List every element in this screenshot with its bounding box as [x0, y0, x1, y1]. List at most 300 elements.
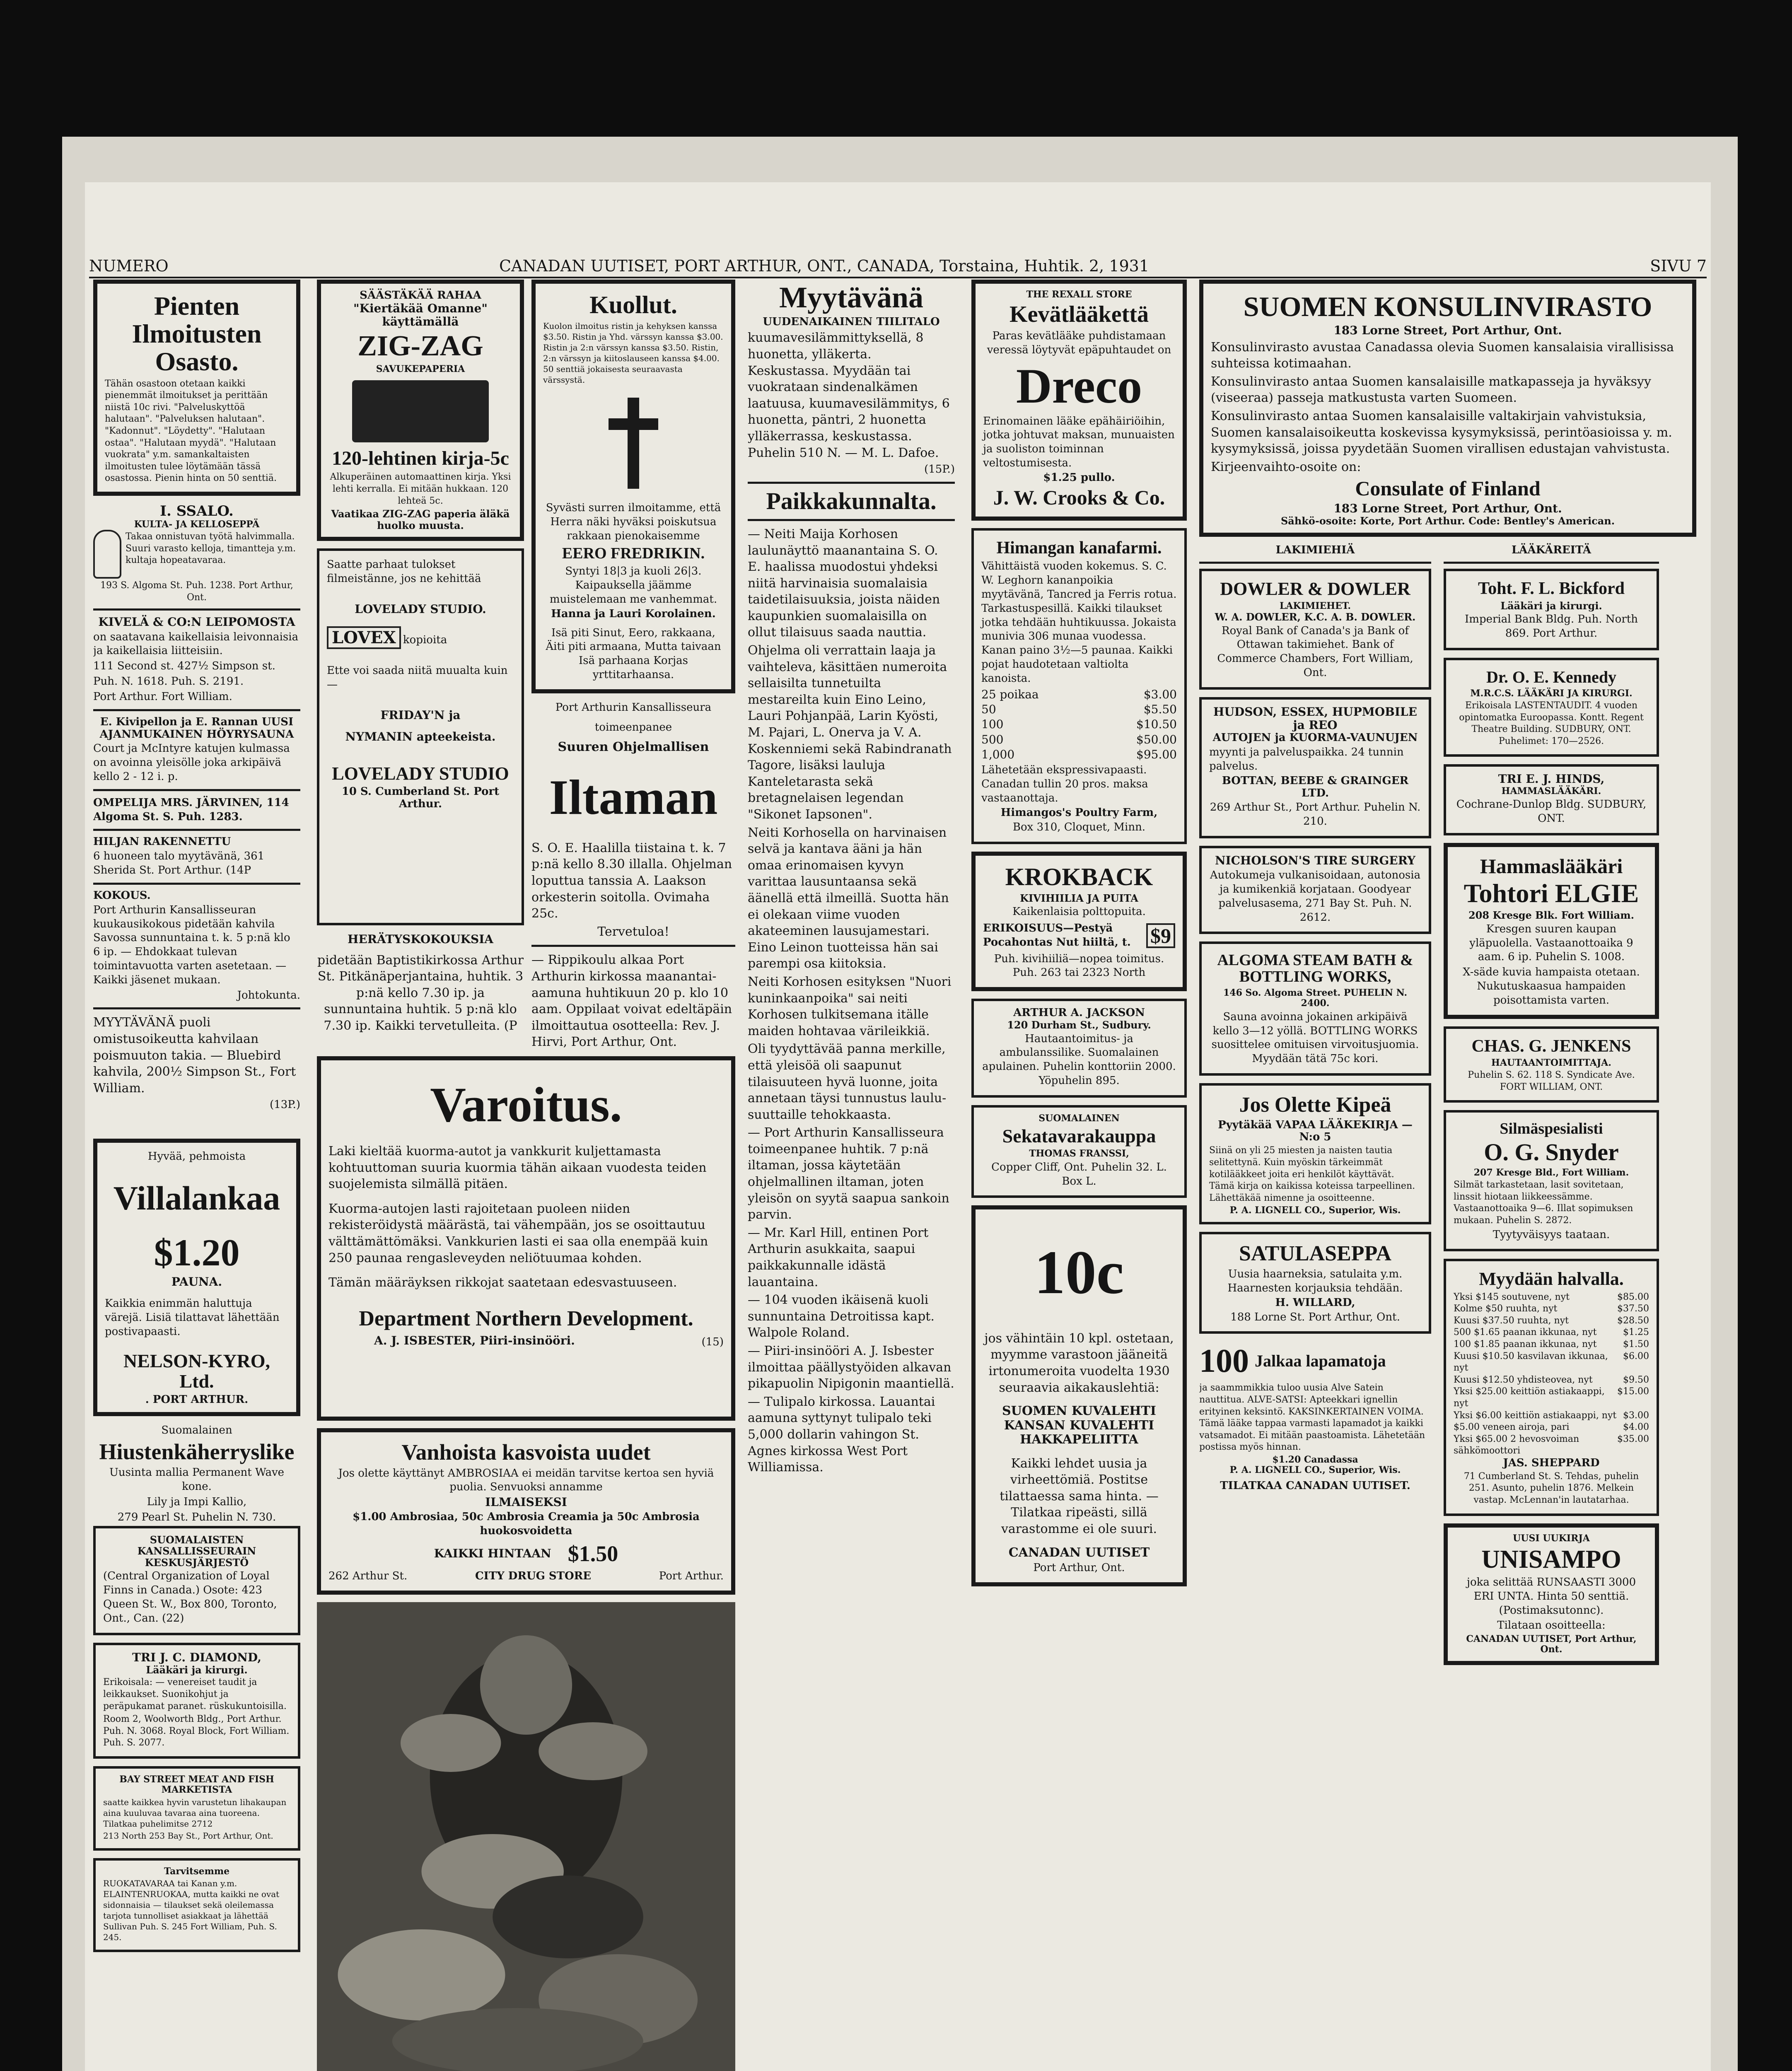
kennedy-sub: M.R.C.S. LÄÄKÄRI JA KIRURGI. [1470, 688, 1633, 699]
tarvitsevat-title: Tarvitsemme [164, 1866, 230, 1877]
jenkens-title: CHAS. G. JENKENS [1471, 1036, 1631, 1056]
paikka-p3: Neiti Korhosen esityksen "Nuori kuninkaanpoika" sai neiti Korhosen tulkitsemana itälle maiden hohtavaa värileikkiä. [748, 974, 952, 1038]
jackson-title: ARTHUR A. JACKSON [1013, 1007, 1145, 1019]
hiusten-names: Lily ja Impi Kallio, [147, 1496, 247, 1508]
himangan-q0: 25 poikaa [981, 687, 1039, 701]
photo-pigeons-image [317, 1602, 735, 2071]
tencent-mags: SUOMEN KUVALEHTI KANSAN KUVALEHTI HAKKAPELIITTA [1002, 1404, 1156, 1447]
ad-hiusten [93, 1424, 300, 1525]
ad-hiljan [93, 836, 300, 877]
vanhoista-addr: 262 Arthur St. [328, 1569, 408, 1582]
ad-myytavana-kahvila [93, 1014, 300, 1139]
issalo-sub: KULTA- JA KELLOSEPPÄ [134, 519, 260, 530]
ad-lovelady [317, 548, 524, 925]
kokous-body: Port Arthurin Kansallisseuran kuukausikokous pidetään kahvila Savossa sunnuntaina t. k. 5 p:nä klo 6 ip. — Ehdokkaat tulevan toimintavuotta varten asetetaan. — Kaikki jäsenet mukaan. [93, 903, 290, 986]
lapamatoja-body: ja saammmikkia tuloo uusia Alve Satein nauttitua. ALVE-SATSI: Apteekkari ignellin erityinen keksintö. KAKSINKERTAINEN VOIMA. Tämä lääke tappaa varmasti lapamadot ja kaikki vatsamadot. Ei mitään paastoamista. Lähetetään postissa myös hinnan. [1199, 1383, 1425, 1453]
zigzag-body: Alkuperäinen automaattinen kirja. Yksi lehti kerralla. Ei mitään hukkaan. 120 lehteä 5c. [330, 472, 511, 506]
snyder-body: Silmät tarkastetaan, lasit sovitetaan, linssit hiotaan liikkeessämme. Vastaanottoaika 9—6. Illat sopimuksen mukaan. Puhelin S. 2872. [1454, 1180, 1633, 1226]
vanhoista-kaikki: KAIKKI HINTAAN [434, 1547, 551, 1561]
kokous-sign: Johtokunta. [237, 989, 300, 1002]
sekata-title: Sekatavarakauppa [1002, 1125, 1156, 1147]
hudson-title: HUDSON, ESSEX, HUPMOBILE ja REO [1213, 705, 1417, 732]
zigzag-foot: Vaatikaa ZIG-ZAG paperia äläkä huolko muusta. [331, 508, 510, 531]
ad-algoma [1199, 941, 1431, 1076]
himangan-title: Himangan kanafarmi. [996, 538, 1162, 558]
iltama-title: Iltaman [549, 769, 718, 825]
lovelady-kopioita: kopioita [403, 634, 447, 647]
satulaseppa-body: Uusia haarneksia, satulaita y.m. Haarnesten korjauksia tehdään. [1227, 1268, 1403, 1294]
myydaan-t5: Kuusi $10.50 kasvilavan ikkunaa, nyt [1454, 1351, 1608, 1373]
diamond-body: Erikoisala: — venereiset taudit ja leikkaukset. Suonikohjut ja peräpukamat paranet. rüskukuntoisilla. [103, 1677, 287, 1711]
paikka-p1: Ohjelma oli verrattain laaja ja vaihteleva, käsittäen numeroita sellaisilta tunnetuilta mestareilta kuin Eino Leino, Lauri Pohjanpää, Larin Kyösti, M. Pajari, L. Onerva ja V. A. Koskenniemi sekä Rabindranath Tagore, lisäksi lauluja Kanteletarasta sekä bretagnelaisen legendan "Sikonet Iapsonen". [748, 643, 952, 822]
heratys-title: HERÄTYSKOKOUKSIA [347, 932, 494, 946]
varoitus-code: (15) [701, 1336, 724, 1349]
issalo-addr: 193 S. Algoma St. Puh. 1238. Port Arthur, Ont. [100, 580, 293, 603]
myydaan-p1: $37.50 [1617, 1303, 1649, 1314]
algoma-title: ALGOMA STEAM BATH & BOTTLING WORKS, [1217, 951, 1413, 986]
ad-dreco [971, 280, 1187, 521]
masthead [89, 257, 1707, 278]
lovelady-name: LOVELADY STUDIO [332, 763, 509, 784]
myydaan-p6: $9.50 [1623, 1374, 1649, 1385]
paikka-p5: — Port Arthurin Kansallisseura toimeenpanee huhtik. 7 p:nä iltaman, jossa käytetään ohjelmallinen iltaman, joten yleisön on syytä saapua sankoin parvin. [748, 1125, 949, 1222]
elgie-foot: X-säde kuvia hampaista otetaan. Nukutuskaasua hampaiden poisottamista varten. [1463, 966, 1640, 1007]
vanhoista-city: Port Arthur. [659, 1569, 724, 1582]
snyder-foot: Tyytyväisyys taataan. [1493, 1228, 1610, 1241]
villalankaa-city: . PORT ARTHUR. [145, 1393, 249, 1406]
zigzag-quote: "Kiertäkää Omanne" käyttämällä [353, 301, 488, 329]
ad-heratys [317, 933, 524, 1034]
tarvitsevat-body: RUOKATAVARAA tai Kanan y.m. ELAINTENRUOKAA, mutta kaikki ne ovat sidonnaisia — tilaukset sekä oleilemassa tarjota tunnolliset asiakkaat ja lähettää Sullivan Puh. S. 245 Fort William, Puh. S. 245. [103, 1878, 280, 1942]
myydaan-title: Myydään halvalla. [1479, 1269, 1624, 1289]
hudson-name: BOTTAN, BEEBE & GRAINGER LTD. [1222, 774, 1409, 799]
varoitus-dept: Department Northern Development. [359, 1306, 693, 1330]
ad-jenkens [1444, 1026, 1659, 1103]
hiusten-top: Suomalainen [161, 1424, 232, 1436]
unisampo-pub: CANADAN UUTISET, Port Arthur, Ont. [1466, 1634, 1637, 1655]
kivela-addr3: Port Arthur. Fort William. [93, 690, 232, 703]
paikka-p9: — Tulipalo kirkossa. Lauantai aamuna syttynyt tulipalo teki 5,000 dollarin vahingon St. Agnes kirkossa West Port Williamissa. [748, 1394, 935, 1475]
baystreet-addr: 213 North 253 Bay St., Port Arthur, Ont. [103, 1830, 273, 1841]
myytavana-talo-code: (15P.) [924, 463, 955, 476]
ad-kennedy [1444, 658, 1659, 757]
news-rippikoulu: — Rippikoulu alkaa Port Arthurin kirkossa maanantai-aamuna huhtikuun 20 p. klo 10 aam. Oppilaat voivat edeltäpäin ilmoittautua osotteella: Rev. J. Hirvi, Port Arthur, Ont. [531, 953, 732, 1050]
iltama-org: Port Arthurin Kansallisseura [555, 701, 712, 714]
laakareita-heading: LÄÄKÄREITÄ [1511, 543, 1592, 556]
diamond-sub: Lääkäri ja kirurgi. [146, 1663, 248, 1676]
konsuli-p1: Konsulinvirasto avustaa Canadassa olevia Suomen kansalaisia virallisissa suhteissa kotimaahan. [1211, 340, 1674, 371]
myydaan-t6: Kuusi $12.50 yhdisteovea, nyt [1454, 1374, 1593, 1385]
myytavana-talo-sub: UUDENAIKAINEN TIILITALO [763, 315, 940, 328]
dreco-body: Erinomainen lääke epähäiriöihin, jotka johtuvat maksan, munuaisten ja suoliston toiminnan veltostumisesta. [983, 415, 1175, 470]
heratys-body: pidetään Baptistikirkossa Arthur St. Pitkänäperjantaina, huhtik. 3 p:nä kello 7.30 ip. ja sunnuntaina huhtik. 5 p:nä klo 7.30 ip. Kaikki tervetulleita. (P [317, 953, 524, 1033]
zigzag-sub: SAVUKEPAPERIA [376, 363, 465, 374]
elgie-top: Hammaslääkäri [1480, 854, 1623, 878]
hiusten-body: Uusinta mallia Permanent Wave kone. [109, 1466, 285, 1493]
hudson-addr: 269 Arthur St., Port Arthur. Puhelin N. 210. [1210, 801, 1421, 828]
ad-hudson [1199, 697, 1431, 838]
himangan-q2: 100 [981, 717, 1004, 731]
vanhoista-price: $1.50 [568, 1541, 618, 1567]
snyder-top: Silmäspesialisti [1500, 1120, 1603, 1138]
myydaan-t0: Yksi $145 soutuvene, nyt [1454, 1291, 1570, 1302]
lakimiehia-heading: LAKIMIEHIÄ [1275, 543, 1355, 556]
konsuli-title: SUOMEN KONSULINVIRASTO [1243, 291, 1652, 322]
tencent-price: 10c [1034, 1238, 1124, 1307]
hinds-title: TRI E. J. HINDS, [1498, 772, 1605, 786]
myydaan-addr: 71 Cumberland St. S. Tehdas, puhelin 251. Asunto, puhelin 1876. Melkein vastap. McLennan'in lautatarhaa. [1464, 1471, 1639, 1505]
ad-krokback [971, 852, 1187, 992]
hiusten-title: Hiustenkäherryslike [99, 1439, 295, 1464]
krokback-offer: ERIKOISUUS—Pestyä Pocahontas Nut hiiltä, t. [983, 922, 1131, 949]
dowler-sub: LAKIMIEHET. [1279, 600, 1351, 611]
paikka-title: Paikkakunnalta. [766, 488, 937, 515]
himangan-p2: $10.50 [1136, 717, 1177, 731]
hinds-sub: HAMMASLÄÄKÄRI. [1501, 785, 1601, 797]
column-1 [93, 280, 300, 2071]
konsuli-consulate: Consulate of Finland [1355, 477, 1541, 500]
varoitus-sign: A. J. ISBESTER, Piiri-insinööri. [374, 1334, 575, 1348]
ad-jarvinen: OMPELIJA MRS. JÄRVINEN, 114 Algoma St. S. Puh. 1283. [93, 796, 289, 823]
paikka-p7: — 104 vuoden ikäisenä kuoli sunnuntaina Detroitissa kapt. Walpole Roland. [748, 1293, 935, 1340]
hudson-body: myynti ja palveluspaikka. 24 tunnin palvelus. [1209, 746, 1404, 772]
paikka-p0: — Neiti Maija Korhosen laulunäyttö maanantaina S. O. E. haalissa muodostui yhdeksi niitä harvinaisia suomalaisia taidetilaisuuksia, joista näiden kaupunkien suomalaisilla on ollut tilaisuus saada nauttia. [748, 526, 940, 640]
dreco-price: $1.25 pullo. [1043, 471, 1115, 484]
sekata-addr: Copper Cliff, Ont. Puhelin 32. L. Box L. [991, 1161, 1167, 1188]
unisampo-top: UUSI UUKIRJA [1513, 1533, 1590, 1544]
elgie-body: Kresgen suuren kaupan yläpuolella. Vastaanottoaika 9 aam. 6 ip. Puhelin S. 1008. [1469, 922, 1633, 963]
ad-vanhoista [317, 1428, 735, 1595]
myydaan-p10: $35.00 [1617, 1434, 1649, 1444]
myydaan-t9: $5.00 veneen airoja, pari [1454, 1422, 1570, 1433]
himangan-p4: $95.00 [1136, 748, 1177, 762]
kuollut-intro: Syvästi surren ilmoitamme, että Herra näki hyväksi poiskutsua rakkaan pienokaisemme [546, 502, 721, 542]
dreco-name: Dreco [1016, 358, 1142, 413]
unisampo-tilaus: Tilataan osoitteella: [1497, 1619, 1606, 1632]
vanhoista-title: Vanhoista kasvoista uudet [401, 1439, 651, 1465]
kipea-body: Siinä on yli 25 miesten ja naisten tautia selitettynä. Kuin myöskin tärkeimmät kotilääkkeet joita eri henkilöt käyttävät. Tämä kirja on kaikissa koteissa tarpeellinen. Lähettäkää nimenne ja osoitteenne. [1209, 1145, 1415, 1203]
ad-konsulinvirasto [1199, 280, 1696, 537]
baystreet-body: saatte kaikkea hyvin varustetun lihakaupan aina kuuluvaa tavaraa aina tuoreena. Tilatkaa puhelimitse 2712 [103, 1797, 287, 1829]
masthead-right: SIVU 7 [1650, 257, 1707, 275]
ad-kivela [93, 616, 300, 704]
myydaan-t3: 500 $1.65 paanan ikkunaa, nyt [1454, 1327, 1597, 1338]
ad-tencent [971, 1205, 1187, 1586]
myydaan-p4: $1.50 [1623, 1339, 1649, 1349]
dreco-title: Kevätlääkettä [1010, 302, 1149, 328]
keskus-body: (Central Organization of Loyal Finns in Canada.) Osote: 423 Queen St. W., Box 800, Toronto, Ont., Can. (22) [103, 1570, 277, 1624]
krokback-price: $9 [1146, 923, 1175, 949]
tencent-pub: CANADAN UUTISET [1008, 1545, 1150, 1560]
zigzag-top: SÄÄSTÄKÄÄ RAHAA [360, 289, 481, 302]
ad-sekata [971, 1105, 1187, 1198]
varoitus-title: Varoitus. [430, 1077, 622, 1132]
villalankaa-price: $1.20 [154, 1231, 240, 1274]
ad-unisampo [1444, 1523, 1659, 1665]
pienten-body: Tähän osastoon otetaan kaikki pienemmät ilmoitukset ja perittään niistä 10c rivi. "Palveluskyttöä halutaan". "Palveluksen halutaan". "Kadonnut". "Löydetty". "Halutaan ostaa". "Halutaan myydä". "Halutaan vuokrata" y.m. samankaltaisten ilmoitusten tulee löytämään tässä osastossa. Pienin hinta on 50 senttiä. [105, 378, 277, 484]
ad-diamond [93, 1643, 300, 1759]
ad-himangan [971, 528, 1187, 844]
zigzag-title: ZIG-ZAG [357, 330, 483, 362]
bickford-sub: Lääkäri ja kirurgi. [1500, 599, 1602, 612]
jackson-body: Hautaantoimitus- ja ambulanssilike. Suomalainen apulainen. Puhelin konttoriin 2000. Yöpuhelin 895. [982, 1032, 1176, 1087]
myydaan-name: JAS. SHEPPARD [1503, 1456, 1600, 1469]
kipea-title: Jos Olette Kipeä [1239, 1093, 1391, 1117]
myydaan-p9: $4.00 [1623, 1422, 1649, 1433]
ad-baystreet [93, 1766, 300, 1851]
himangan-q4: 1,000 [981, 748, 1015, 762]
varoitus-p1: Laki kieltää kuorma-autot ja vankkurit kuljettamasta kohtuuttoman suuria kuormia tähän aikaan vuodesta teiden suojelemista silmällä pitäen. [328, 1144, 707, 1192]
ad-tarvitsevat [93, 1858, 300, 1952]
hiljan-body: 6 huoneen talo myytävänä, 361 Sherida St. Port Arthur. (14P [93, 850, 265, 877]
ad-iltama [531, 701, 735, 940]
konsuli-p2: Konsulinvirasto antaa Suomen kansalaisille matkapasseja ja hyväksyy (viseeraa) passeja matkustusta varten Suomeen. [1211, 374, 1651, 406]
dowler-body: Royal Bank of Canada's ja Bank of Ottawan takimiehet. Bank of Commerce Chambers, Fort William, Ont. [1217, 624, 1413, 679]
kokous-title: KOKOUS. [93, 889, 151, 902]
hudson-sub: AUTOJEN ja KUORMA-VAUNUJEN [1212, 731, 1418, 744]
ad-lapamatoja [1199, 1341, 1431, 1492]
ad-kuollut [531, 280, 735, 693]
section-paikkakunnalta [748, 489, 955, 1476]
dreco-intro: Paras kevätlääke puhdistamaan veressä löytyvät epäpuhtaudet on [987, 330, 1171, 356]
myydaan-t2: Kuusi $37.50 ruuhta, nyt [1454, 1315, 1569, 1326]
lovex-logo: LOVEX [327, 626, 401, 649]
ad-bickford [1444, 569, 1659, 650]
lovelady-studio: LOVELADY STUDIO. [355, 602, 486, 616]
kivela-addr1: 111 Second st. 427½ Simpson st. [93, 660, 275, 673]
dreco-seller: J. W. Crooks & Co. [993, 485, 1165, 509]
krokback-title: KROKBACK [1005, 863, 1153, 891]
kivipellon-body: Court ja McIntyre katujen kulmassa on avoinna yleisölle joka arkipäivä kello 2 - 12 i. p. [93, 742, 290, 783]
konsuli-addr: 183 Lorne Street, Port Arthur, Ont. [1333, 323, 1562, 338]
lovelady-nymanin: NYMANIN apteekeista. [345, 729, 496, 743]
jenkens-addr: Puhelin S. 62. 118 S. Syndicate Ave. FORT WILLIAM, ONT. [1468, 1069, 1635, 1092]
ad-zigzag [317, 280, 524, 541]
kuollut-poem: Isä piti Sinut, Eero, rakkaana, Äiti piti armaana, Mutta taivaan Isä parhaana Korjas yrttitarhaansa. [546, 626, 721, 681]
vanhoista-ilm: ILMAISEKSI [485, 1495, 567, 1509]
iltama-toim: toimeenpanee [594, 721, 672, 734]
columns-6-7 [1199, 280, 1696, 2071]
satulaseppa-name: H. WILLARD, [1275, 1296, 1355, 1309]
myydaan-t1: Kolme $50 ruuhta, nyt [1454, 1303, 1558, 1314]
tencent-body: jos vähintäin 10 kpl. ostetaan, myymme varastoon jääneitä irtonumeroita vuodelta 1930 seuraavia aikakauslehtiä: [984, 1331, 1174, 1395]
bickford-addr: Imperial Bank Bldg. Puh. North 869. Port Arthur. [1465, 613, 1638, 640]
ad-nicholson [1199, 846, 1431, 934]
snyder-addr: 207 Kresge Bld., Fort William. [1473, 1167, 1629, 1178]
villalankaa-name: NELSON-KYRO, Ltd. [123, 1350, 270, 1392]
algoma-body: Sauna avoinna jokainen arkipäivä kello 3—12 yöllä. BOTTLING WORKS suosittelee omituisen virvoitusjuomia. Myydään tätä 75c kori. [1211, 1010, 1419, 1065]
column-7 [1444, 544, 1659, 1673]
himangan-p0: $3.00 [1143, 687, 1177, 701]
lapamatoja-foot: P. A. LIGNELL CO., Superior, Wis. [1229, 1465, 1401, 1476]
elgie-addr: 208 Kresge Blk. Fort William. [1468, 909, 1634, 922]
villalankaa-top: Hyvää, pehmoista [147, 1150, 246, 1163]
ad-kokous [93, 890, 300, 1002]
himangan-foot: Lähetetään ekspressivapaasti. Canadan tullin 20 pros. maksa vastaanottaja. [981, 764, 1148, 805]
kuollut-parents: Hanna ja Lauri Korolainen. [551, 607, 716, 620]
keskus-title: SUOMALAISTEN KANSALLISSEURAIN KESKUSJÄRJESTÖ [137, 1533, 256, 1569]
myytavana-talo-title: Myytävänä [779, 281, 923, 314]
lovelady-addr: 10 S. Cumberland St. Port Arthur. [341, 785, 500, 811]
varoitus-p2: Kuorma-autojen lasti rajoitetaan puoleen niiden rekisteröidystä määrästä, tai vähempään, jos se osoittautuu välttämättömäksi. Vankkurien lasti ei saa olla enempää kuin 250 paunaa rengasleveyden neliötuumaa kohden. [328, 1201, 708, 1265]
sekata-top: SUOMALAINEN [1038, 1113, 1120, 1124]
myydaan-p2: $28.50 [1617, 1315, 1649, 1326]
iltama-welcome: Tervetuloa! [597, 924, 669, 939]
lapamatoja-price: $1.20 Canadassa [1272, 1454, 1358, 1465]
ad-kivipellon [93, 716, 300, 784]
krokback-body: Kaikenlaisia polttopuita. [1012, 905, 1146, 918]
konsuli-addr2: 183 Lorne Street, Port Arthur, Ont. [1333, 501, 1562, 515]
column-4 [748, 280, 955, 2071]
myydaan-p3: $1.25 [1623, 1327, 1649, 1338]
villalankaa-unit: PAUNA. [171, 1274, 222, 1289]
kuollut-title: Kuollut. [589, 291, 677, 319]
lovelady-ette: Ette voi saada niitä muualta kuin— [327, 664, 508, 691]
ad-varoitus [317, 1056, 735, 1421]
satulaseppa-title: SATULASEPPA [1239, 1241, 1391, 1265]
sekata-name: THOMAS FRANSSI, [1029, 1148, 1129, 1159]
dowler-title: DOWLER & DOWLER [1220, 578, 1410, 599]
diamond-title: TRI J. C. DIAMOND, [132, 1650, 261, 1664]
paikka-p2: Neiti Korhosella on harvinaisen selvä ja kantava ääni ja hän omaa erinomaisen kyvyn varittaa lausuntaansa sekä äänellä että ilmeillä. Suotta hän ei olekaan viime vuoden akateeminen lausujamestari. Eino Leinon tuotteissa hän sai parempi osa kiitoksia. [748, 825, 949, 971]
himangan-p3: $50.00 [1136, 732, 1177, 746]
ad-pienten [93, 280, 300, 496]
myydaan-p0: $85.00 [1617, 1291, 1649, 1302]
iltama-body: S. O. E. Haalilla tiistaina t. k. 7 p:nä kello 8.30 illalla. Ohjelman loputtua tanssia A. Laakson orkesterin soitolla. Ovimaha 25c. [531, 840, 732, 921]
satulaseppa-addr: 188 Lorne St. Port Arthur, Ont. [1230, 1311, 1400, 1323]
diamond-addr: Room 2, Woolworth Bldg., Port Arthur. Puh. N. 3068. Royal Block, Fort William. Puh. S. 2077. [103, 1714, 290, 1748]
unisampo-title: UNISAMPO [1481, 1545, 1621, 1574]
dowler-names: W. A. DOWLER, K.C. A. B. DOWLER. [1215, 611, 1416, 623]
lovelady-intro: Saatte parhaat tulokset filmeistänne, jos ne kehittää [327, 558, 481, 585]
konsuli-cable: Sähkö-osoite: Korte, Port Arthur. Code: Bentley's American. [1280, 515, 1615, 527]
ad-kipea [1199, 1083, 1431, 1224]
unisampo-body: joka selittää RUNSAASTI 3000 ERI UNTA. Hinta 50 senttiä. (Postimaksutonnc). [1466, 1576, 1636, 1617]
snyder-title: O. G. Snyder [1484, 1139, 1619, 1166]
kuollut-rates: Kuolon ilmoitus ristin ja kehyksen kanssa $3.50. Ristin ja Yhd. värssyn kanssa $3.00. Ristin ja 2:n värssyn kanssa $3.50. Ristin, 2:n värssyn ja kiitoslauseen kanssa $4.00. 50 senttiä jokaisesta seuraavasta värssystä. [543, 321, 723, 385]
book-icon [352, 380, 489, 442]
photo-block [317, 1602, 735, 2071]
paikka-p8: — Piiri-insinööri A. J. Isbester ilmoittaa päällystyöiden alkavan pikapuolin Nipigonin maantiellä. [748, 1344, 954, 1391]
himangan-addr: Box 310, Cloquet, Minn. [1012, 821, 1146, 833]
kipea-foot: P. A. LIGNELL CO., Superior, Wis. [1229, 1205, 1401, 1216]
newspaper-page [85, 182, 1711, 2071]
hiusten-addr: 279 Pearl St. Puhelin N. 730. [117, 1511, 276, 1523]
cross-icon [609, 398, 658, 489]
krokback-foot: Puh. kivihiiliä—nopea toimitus. Puh. 263 tai 2323 North [994, 952, 1164, 979]
vanhoista-store: CITY DRUG STORE [475, 1569, 592, 1582]
himangan-q3: 500 [981, 732, 1004, 746]
tencent-body2: Kaikki lehdet uusia ja virheettömiä. Postitse tilattaessa sama hinta. — Tilatkaa ripeästi, sillä varastomme ei ole suuri. [1000, 1456, 1159, 1537]
ad-keskus [93, 1526, 300, 1635]
myytavana-talo-body: kuumavesilämmittyksellä, 8 huonetta, ylläkerta. Keskustassa. Myydään tai vuokrataan sindenalkämen laatuusa, kuumavesilämmitys, 6 huonetta, päntri, 2 huonetta ylläkerrassa, keskustassa. Puhelin 510 N. — M. L. Dafoe. [748, 331, 950, 460]
elgie-title: Tohtori ELGIE [1464, 879, 1639, 908]
ad-elgie [1444, 843, 1659, 1019]
bickford-title: Toht. F. L. Bickford [1478, 579, 1625, 598]
krokback-sub: KIVIHIILIA JA PUITA [1020, 892, 1138, 904]
kuollut-dates: Syntyi 18|3 ja kuoli 26|3. Kaipauksella jäämme muistelemaan me vanhemmat. [549, 565, 717, 606]
ad-satulaseppa [1199, 1232, 1431, 1334]
myydaan-t4: 100 $1.85 paanan ikkunaa, nyt [1454, 1339, 1597, 1349]
paikka-p4: Oli tyydyttävää panna merkille, että yleisöä oli saapunut tilaisuuteen hyvä luonne, joita annetaan täysi tunnustus laulu-suuttaille tehokkaasta. [748, 1042, 947, 1122]
lapamatoja-num: 100 [1199, 1343, 1249, 1380]
myydaan-t10: Yksi $65.00 2 hevosvoiman sähkömoottori [1454, 1434, 1579, 1456]
myydaan-p5: $6.00 [1623, 1351, 1649, 1361]
baystreet-title: BAY STREET MEAT AND FISH MARKETISTA [119, 1774, 274, 1796]
myydaan-t7: Yksi $25.00 keittiön astiakaappi, nyt [1454, 1386, 1605, 1409]
kivela-addr2: Puh. N. 1618. Puh. S. 2191. [93, 675, 244, 688]
hiljan-title: HILJAN RAKENNETTU [93, 835, 231, 848]
myytavana-kahvila-text: MYYTÄVÄNÄ puoli omistusoikeutta kahvilaan poismuuton takia. — Bluebird kahvila, 200½ Simpson St., Fort William. [93, 1015, 296, 1096]
konsuli-mail: Kirjeenvaihto-osoite on: [1211, 459, 1361, 474]
kennedy-title: Dr. O. E. Kennedy [1486, 667, 1617, 686]
lovelady-friday: FRIDAY'N ja [380, 708, 461, 722]
lapamatoja-tilatkaa: TILATKAA CANADAN UUTISET. [1220, 1479, 1410, 1492]
himangan-farm: Himangos's Poultry Farm, [1000, 806, 1158, 819]
vanhoista-p2: $1.00 Ambrosiaa, 50c Ambrosia Creamia ja 50c Ambrosia huokosvoidetta [353, 1511, 700, 1538]
villalankaa-body: Kaikkia enimmän haluttuja värejä. Lisiä tilattavat lähettään postivapaasti. [105, 1297, 280, 1338]
hinds-addr: Cochrane-Dunlop Bldg. SUDBURY, ONT. [1456, 798, 1647, 825]
algoma-addr: 146 So. Algoma Street. PUHELIN N. 2400. [1223, 987, 1408, 1009]
column-6 [1199, 544, 1431, 1673]
ad-myytavana-talo [748, 282, 955, 477]
varoitus-p3: Tämän määräyksen rikkojat saatetaan edesvastuuseen. [328, 1275, 677, 1290]
issalo-body: Takaa onnistuvan työtä halvimmalla. Suuri varasto kelloja, timantteja y.m. kultaja hopeatavaraa. [126, 531, 296, 566]
ad-issalo [93, 503, 300, 604]
nicholson-body: Autokumeja vulkanisoidaan, autonosia ja kumikenkiä korjataan. Goodyear palvelusasema, 271 Bay St. Puh. N. 2612. [1210, 869, 1421, 924]
myydaan-p8: $3.00 [1623, 1410, 1649, 1421]
masthead-left: NUMERO [89, 257, 169, 275]
kivela-title: KIVELÄ & CO:N LEIPOMOSTA [98, 615, 295, 629]
jenkens-sub: HAUTAANTOIMITTAJA. [1491, 1057, 1611, 1068]
column-2 [317, 280, 735, 2071]
myytavana-kahvila-code: (13P.) [270, 1098, 300, 1111]
konsuli-p3: Konsulinvirasto antaa Suomen kansalaisille valtakirjain vahvistuksia, Suomen kansalaisoikeutta koskevissa kysymyksissä, perintöasioissa y. m. kysymyksissä, joissa pyydetään Suomen virallisen edustajan vahvistusta. [1211, 408, 1672, 456]
kivela-body: on saatavana kaikellaisia leivonnaisia ja kaikellaisia liitteisiin. [93, 630, 299, 657]
ad-dowler [1199, 569, 1431, 690]
dreco-store: THE REXALL STORE [1026, 289, 1132, 300]
himangan-p1: $5.50 [1143, 702, 1177, 716]
kivipellon-title: E. Kivipellon ja E. Rannan UUSI AJANMUKAINEN HÖYRYSAUNA [99, 715, 294, 741]
kennedy-body: Erikoisala LASTENTAUDIT. 4 vuoden opintomatka Euroopassa. Kontt. Regent Theatre Building. SUDBURY, ONT. Puhelimet: 170—2526. [1459, 700, 1644, 746]
villalankaa-title: Villalankaa [113, 1179, 280, 1217]
himangan-q1: 50 [981, 702, 996, 716]
nicholson-title: NICHOLSON'S TIRE SURGERY [1215, 854, 1416, 867]
kipea-sub: Pyytäkää VAPAA LÄÄKEKIRJA — N:o 5 [1218, 1118, 1413, 1144]
iltama-suuren: Suuren Ohjelmallisen [558, 740, 709, 755]
ad-villalankaa [93, 1139, 300, 1416]
lapamatoja-title: Jalkaa lapamatoja [1255, 1352, 1386, 1371]
paikka-p6: — Mr. Karl Hill, entinen Port Arthurin asukkaita, saapui paikkakunnalle idästä lauantaina. [748, 1225, 929, 1289]
ad-jackson [971, 999, 1187, 1098]
jackson-addr: 120 Durham St., Sudbury. [1007, 1019, 1151, 1031]
himangan-body: Vähittäistä vuoden kokemus. S. C. W. Leghorn kananpoikia myytävänä, Tancred ja Ferris rotua. Tarkastuspesillä. Kaikki tilaukset jotka tehdään huhtikuussa. Jokaista munivia 306 munaa vuodessa. Kanan paino 3½—5 paunaa. Kaikki pojat haudotetaan valtiolta kanoista. [981, 560, 1177, 685]
myydaan-p7: $15.00 [1617, 1386, 1649, 1397]
zigzag-book: 120-lehtinen kirja-5c [332, 447, 509, 470]
issalo-title: I. SSALO. [160, 502, 234, 519]
ad-myydaan [1444, 1259, 1659, 1516]
ad-hinds [1444, 764, 1659, 835]
column-5 [971, 280, 1187, 2071]
pienten-title: Pienten Ilmoitusten Osasto. [132, 291, 262, 377]
vanhoista-p1: Jos olette käyttänyt AMBROSIAA ei meidän tarvitse kertoa sen hyviä puolia. Senvuoksi annamme [338, 1467, 714, 1494]
masthead-center: CANADAN UUTISET, PORT ARTHUR, ONT., CANADA, Torstaina, Huhtik. 2, 1931 [499, 257, 1150, 275]
kuollut-name: EERO FREDRIKIN. [562, 545, 705, 562]
tencent-city: Port Arthur, Ont. [1033, 1562, 1125, 1574]
myydaan-t8: Yksi $6.00 keittiön astiakaappi, nyt [1454, 1410, 1617, 1421]
ad-snyder [1444, 1110, 1659, 1251]
clock-icon [93, 530, 121, 579]
